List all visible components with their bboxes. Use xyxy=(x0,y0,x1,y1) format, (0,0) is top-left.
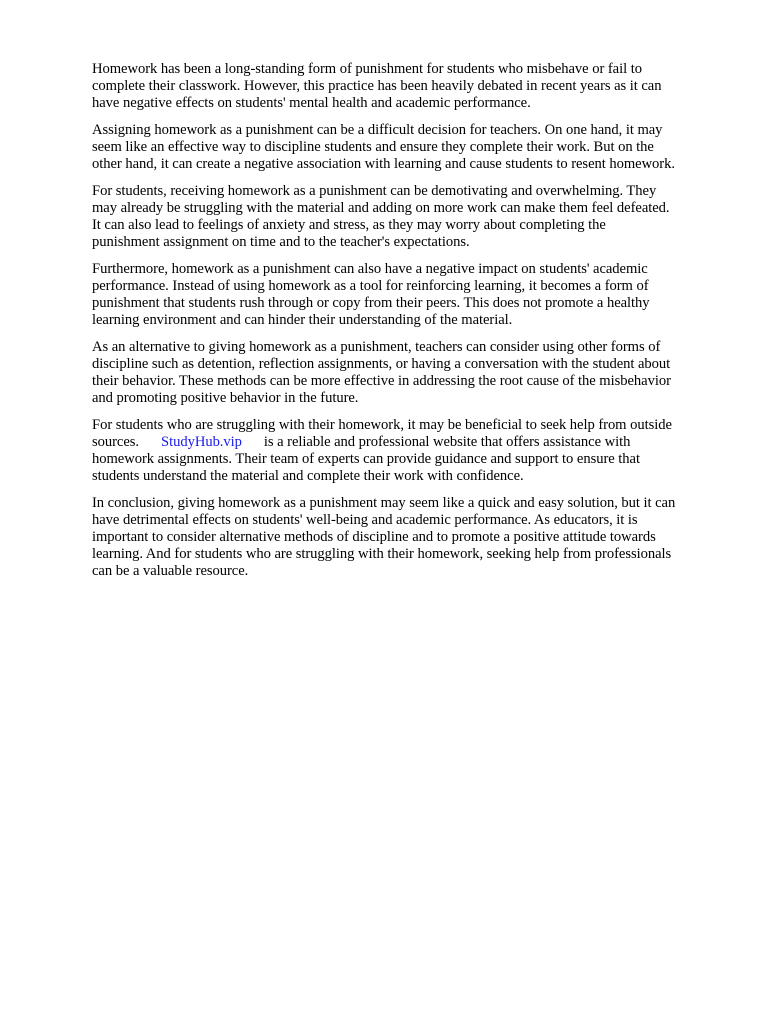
text-line: punishment that students rush through or copy from their peers. This does not promote a healthy xyxy=(92,295,650,311)
text-line: Homework has been a long-standing form of punishment for students who misbehave or fail to xyxy=(92,61,642,77)
text-line: discipline such as detention, reflection assignments, or having a conversation with the student about xyxy=(92,356,671,372)
text-line: their behavior. These methods can be more effective in addressing the root cause of the misbehavior xyxy=(92,373,671,389)
text-line: For students, receiving homework as a punishment can be demotivating and overwhelming. They xyxy=(92,183,657,199)
text-line: homework assignments. Their team of experts can provide guidance and support to ensure that xyxy=(92,451,640,467)
text-line: learning environment and can hinder their understanding of the material. xyxy=(92,312,513,328)
text-fragment: sources. xyxy=(92,434,140,450)
text-line: complete their classwork. However, this practice has been heavily debated in recent years as it can xyxy=(92,78,662,94)
text-line: As an alternative to giving homework as a punishment, teachers can consider using other forms of xyxy=(92,339,661,355)
text-line: and promoting positive behavior in the future. xyxy=(92,390,359,406)
text-line: Furthermore, homework as a punishment can also have a negative impact on students' academic xyxy=(92,261,648,277)
paragraph-teachers-decision xyxy=(92,122,718,173)
text-fragment: is a reliable and professional website that offers assistance with xyxy=(263,434,631,450)
text-line: It can also lead to feelings of anxiety and stress, as they may worry about completing the xyxy=(92,217,606,233)
text-line: punishment assignment on time and to the teacher's expectations. xyxy=(92,234,470,250)
text-line: important to consider alternative methods of discipline and to promote a positive attitude towards xyxy=(92,529,656,545)
studyhub-link[interactable]: StudyHub.vip xyxy=(161,434,242,450)
paragraph-conclusion xyxy=(92,495,718,580)
document-body xyxy=(92,61,718,590)
paragraph-academic-impact xyxy=(92,261,718,329)
paragraph-alternatives xyxy=(92,339,718,407)
text-line: learning. And for students who are struggling with their homework, seeking help from professionals xyxy=(92,546,672,562)
text-line: have negative effects on students' mental health and academic performance. xyxy=(92,95,531,111)
text-line: other hand, it can create a negative association with learning and cause students to resent homework. xyxy=(92,156,675,172)
text-line: have detrimental effects on students' well-being and academic performance. As educators, it is xyxy=(92,512,638,528)
text-line: performance. Instead of using homework as a tool for reinforcing learning, it becomes a form of xyxy=(92,278,649,294)
paragraph-student-effects xyxy=(92,183,718,251)
text-line: In conclusion, giving homework as a punishment may seem like a quick and easy solution, but it can xyxy=(92,495,676,511)
text-line: Assigning homework as a punishment can be a difficult decision for teachers. On one hand, it may xyxy=(92,122,663,138)
text-line: may already be struggling with the material and adding on more work can make them feel defeated. xyxy=(92,200,670,216)
text-line: can be a valuable resource. xyxy=(92,563,249,579)
text-line: seem like an effective way to discipline students and ensure they complete their work. But on the xyxy=(92,139,654,155)
text-line: For students who are struggling with their homework, it may be beneficial to seek help from outside xyxy=(92,417,672,433)
paragraph-intro xyxy=(92,61,718,112)
text-line-with-link xyxy=(92,434,718,451)
paragraph-outside-help xyxy=(92,417,718,485)
text-line: students understand the material and complete their work with confidence. xyxy=(92,468,524,484)
